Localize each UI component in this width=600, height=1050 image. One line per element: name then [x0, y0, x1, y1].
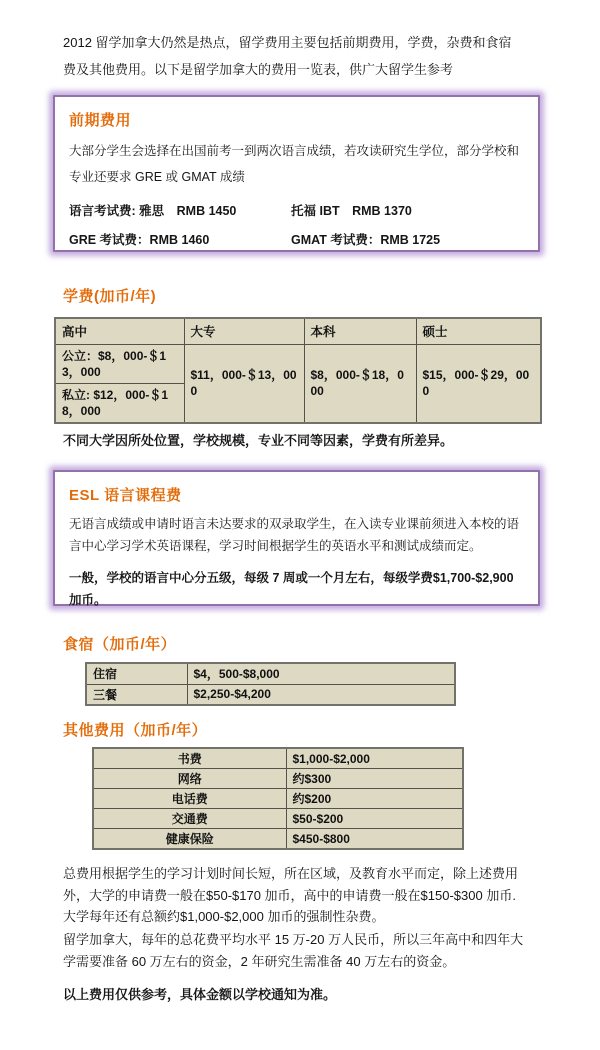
gmat-fee: GMAT 考试费：RMB 1725	[291, 233, 441, 247]
total-cost-paragraph: 总费用根据学生的学习计划时间长短，所在区域，及教育水平而定，除上述费用外，大学的申请费一般在$50-$170 加币，高中的申请费一般在$150-$300 加币. 大学每年还有总额约$1,000-$2,000 加币的强制性杂费。	[63, 866, 519, 924]
other-fee-label: 交通费	[93, 809, 286, 829]
exam-fee-row	[69, 201, 526, 219]
room-board-label: 三餐	[86, 684, 187, 705]
tuition-table	[54, 317, 542, 424]
room-board-value: $2,250-$4,200	[187, 684, 455, 705]
exam-fee-row	[69, 230, 526, 248]
table-row	[86, 684, 455, 705]
tuition-highschool-private: 私立: $12，000-＄18，000	[55, 383, 184, 423]
other-fees-heading: 其他费用（加币/年）	[63, 722, 208, 739]
room-board-value: $4，500-$8,000	[187, 663, 455, 684]
table-row	[93, 789, 463, 809]
tuition-heading: 学费(加币/年)	[63, 288, 157, 305]
upfront-box-body: 大部分学生会选择在出国前考一到两次语言成绩，若攻读研究生学位，部分学校和专业还要求 GRE 或 GMAT 成绩	[69, 144, 520, 184]
other-fee-label: 书费	[93, 748, 286, 769]
room-board-label: 住宿	[86, 663, 187, 684]
room-board-table	[85, 662, 456, 706]
room-board-heading: 食宿（加币/年）	[63, 636, 177, 653]
esl-box-note: 一般，学校的语言中心分五级，每级 7 周或一个月左右，每级学费$1,700-$2,900 加币。	[69, 571, 514, 607]
tuition-col-highschool: 高中	[55, 318, 184, 344]
upfront-box-title: 前期费用	[69, 112, 132, 129]
intro-paragraph: 2012 留学加拿大仍然是热点，留学费用主要包括前期费用，学费，杂费和食宿费及其他费用。以下是留学加拿大的费用一览表，供广大留学生参考	[63, 35, 512, 77]
gre-fee: GRE 考试费：RMB 1460	[69, 233, 210, 247]
other-fee-value: 约$200	[286, 789, 463, 809]
esl-box	[53, 470, 540, 606]
tuition-college-value: $11，000-＄13，000	[184, 344, 304, 423]
esl-box-title: ESL 语言课程费	[69, 487, 182, 504]
other-fee-label: 健康保险	[93, 829, 286, 850]
table-row	[55, 344, 541, 383]
disclaimer-line: 以上费用仅供参考，具体金额以学校通知为准。	[63, 987, 337, 1002]
tuition-header-row	[55, 318, 541, 344]
other-fees-table	[92, 747, 464, 850]
language-exam-fee: 语言考试费: 雅思 RMB 1450	[69, 204, 237, 218]
other-fee-value: $450-$800	[286, 829, 463, 850]
tuition-col-master: 硕士	[416, 318, 541, 344]
table-row	[93, 748, 463, 769]
upfront-cost-box	[53, 95, 540, 252]
tuition-master-value: $15，000-＄29，000	[416, 344, 541, 423]
toefl-fee: 托福 IBT RMB 1370	[291, 204, 412, 218]
tuition-note: 不同大学因所处位置，学校规模，专业不同等因素，学费有所差异。	[63, 433, 454, 448]
other-fee-value: 约$300	[286, 769, 463, 789]
tuition-col-college: 大专	[184, 318, 304, 344]
tuition-col-bachelor: 本科	[304, 318, 416, 344]
table-row	[93, 769, 463, 789]
other-fee-label: 电话费	[93, 789, 286, 809]
annual-cost-paragraph: 留学加拿大，每年的总花费平均水平 15 万-20 万人民币，所以三年高中和四年大学需要准备 60 万左右的资金，2 年研究生需准备 40 万左右的资金。	[63, 932, 524, 969]
other-fee-label: 网络	[93, 769, 286, 789]
esl-box-body: 无语言成绩或申请时语言未达要求的双录取学生，在入读专业课前须进入本校的语言中心学习学术英语课程，学习时间根据学生的英语水平和测试成绩而定。	[69, 517, 520, 553]
table-row	[93, 829, 463, 850]
other-fee-value: $1,000-$2,000	[286, 748, 463, 769]
table-row	[86, 663, 455, 684]
tuition-highschool-public: 公立：$8，000-＄13，000	[55, 344, 184, 383]
table-row	[93, 809, 463, 829]
other-fee-value: $50-$200	[286, 809, 463, 829]
tuition-bachelor-value: $8，000-＄18，000	[304, 344, 416, 423]
